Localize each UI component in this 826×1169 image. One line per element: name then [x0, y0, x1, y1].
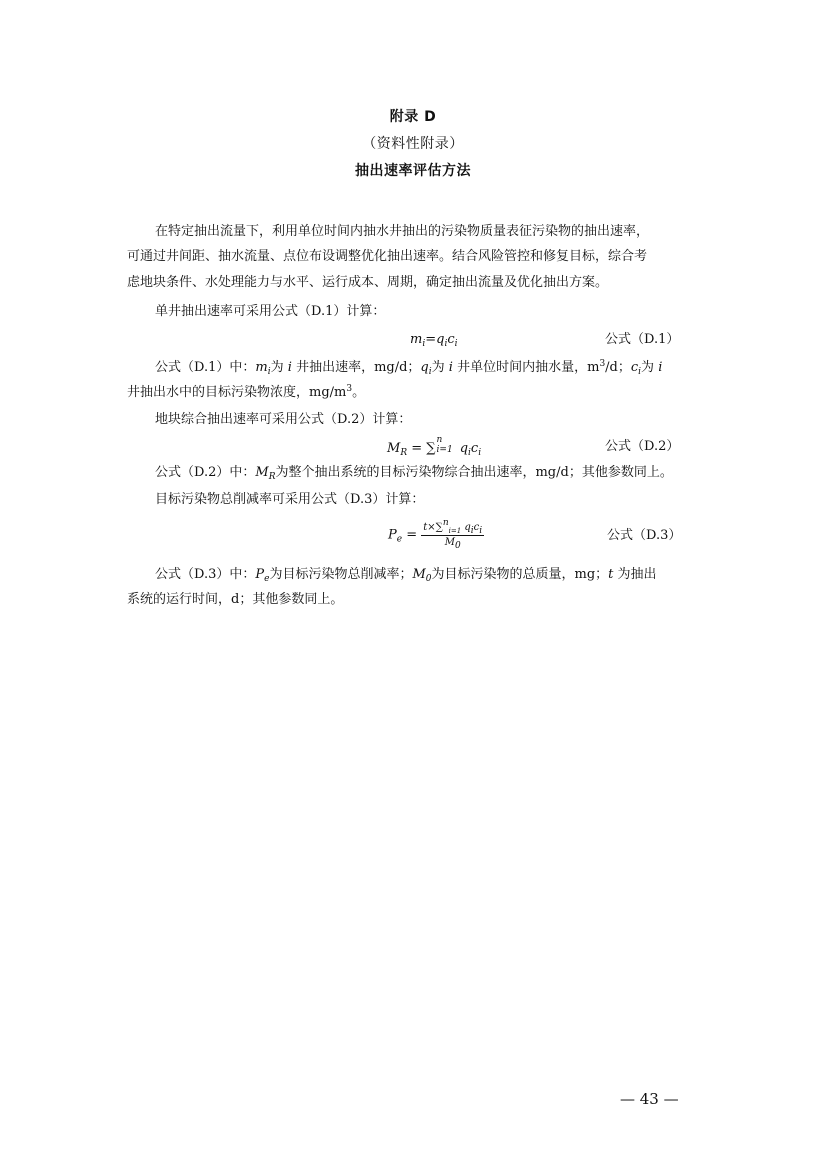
formula-d1-label: 公式（D.1）	[605, 332, 680, 347]
formula-d2: $M_R$ = ∑ n i=1 $q_ic_i$	[387, 435, 482, 458]
appendix-title: 抽出速率评估方法	[355, 163, 471, 179]
intro-line-2: 可通过井间距、抽水流量、点位布设调整优化抽出速率。结合风险管控和修复目标，综合考	[127, 249, 648, 264]
appendix-type: （资料性附录）	[362, 136, 464, 152]
formula1-lead: 单井抽出速率可采用公式（D.1）计算：	[155, 304, 386, 319]
formula3-desc-line-1: 公式（D.3）中：$P_e$为目标污染物总削减率；$M_0$为目标污染物的总质量，mg；t 为抽出	[155, 567, 657, 584]
formula2-desc: 公式（D.2）中：$M_R$为整个抽出系统的目标污染物综合抽出速率，mg/d；其他参数同上。	[155, 465, 673, 482]
fraction: $\frac{t\times\sum^n_{i=1} q_ic_i}{M_0}$	[423, 518, 483, 551]
formula3-desc-line-2: 系统的运行时间，d；其他参数同上。	[127, 592, 344, 607]
intro-line-1: 在特定抽出流量下，利用单位时间内抽水井抽出的污染物质量表征污染物的抽出速率，	[155, 224, 650, 239]
formula3-lead: 目标污染物总削减率可采用公式（D.3）计算：	[155, 492, 425, 507]
page-number: — 43 —	[620, 1090, 679, 1108]
formula-d1: $m_i=q_ic_i$	[410, 332, 458, 349]
intro-line-3: 虑地块条件、水处理能力与水平、运行成本、周期，确定抽出流量及优化抽出方案。	[127, 275, 609, 290]
formula1-desc-line-2: 井抽出水中的目标污染物浓度，$mg/m^3$。	[127, 384, 366, 400]
formula-d2-label: 公式（D.2）	[605, 439, 680, 454]
formula2-lead: 地块综合抽出速率可采用公式（D.2）计算：	[155, 412, 412, 427]
formula1-desc-line-1: 公式（D.1）中：$m_i$为 i 井抽出速率，mg/d；$q_i$为 i 井单位时间内抽水量，$m^3/d$；$c_i$为 i	[155, 359, 663, 377]
formula-d3: $P_e$ = $\frac{t\times\sum^n_{i=1} q_ic_i}{M_0}$	[388, 518, 483, 551]
formula-d3-label: 公式（D.3）	[607, 528, 682, 543]
appendix-heading: 附录 D	[389, 109, 437, 125]
